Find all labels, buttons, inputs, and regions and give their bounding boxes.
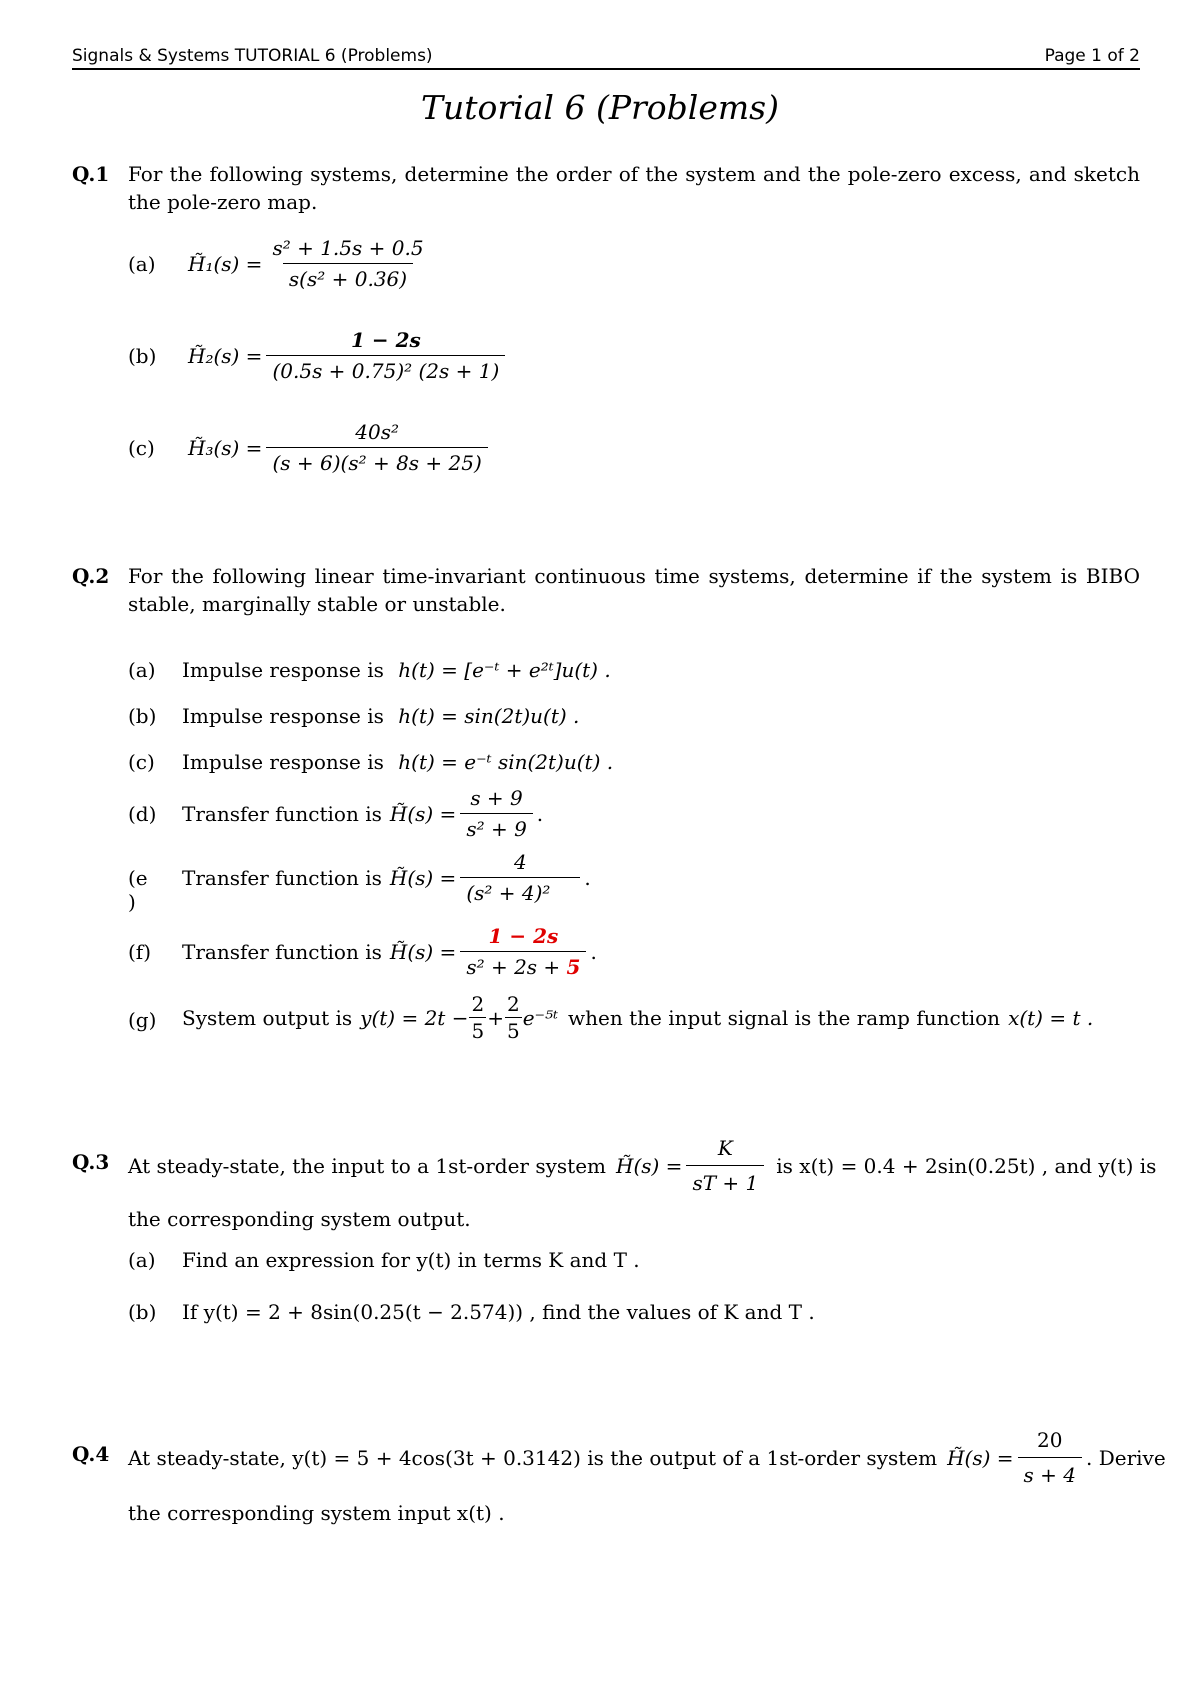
question-number: Q.1 [72, 162, 110, 186]
fraction: $\frac{s + 9}{\text{s² + 9}}$ [460, 786, 532, 841]
question-text: For the following linear time-invariant continuous time systems, determine if the system is BIBO stable, marginally stable or unstable. [128, 564, 1140, 616]
fraction: $\frac{\text{40s²}}{\text{(s + 6)(s² + 8s + 25)}}$ [266, 420, 487, 475]
fraction: $\frac{1 - 2s}{\text{(0.5s + 0.75)² (2s + 1)}}$ [266, 328, 505, 383]
fraction: $\frac{2}{5}$ [506, 992, 520, 1043]
fraction: $\frac{4}{\text{(s² + 4)²}}$ [460, 850, 580, 905]
question-number: Q.2 [72, 564, 110, 588]
equation-lhs: H̃₁(s) = [188, 251, 263, 276]
fraction: $\frac{K}{sT + 1}$ [686, 1134, 764, 1197]
fraction: $\frac{1 - 2s}{\text{s² + 2s + 5}}$ [460, 924, 586, 979]
question-number: Q.4 [72, 1442, 110, 1466]
question-1 [72, 160, 1140, 216]
equation-lhs: H̃₂(s) = [188, 343, 263, 368]
equation: h(t) = sin(2t)u(t) . [398, 704, 580, 728]
header-divider [72, 68, 1140, 70]
fraction: $\frac{2}{5}$ [471, 992, 485, 1043]
equation: h(t) = [e⁻ᵗ + e²ᵗ]u(t) . [398, 658, 611, 682]
page-header [72, 44, 1140, 70]
question-4: Q.4 At steady-state, y(t) = 5 + 4cos(3t + 0.3142) is the output of a 1st-order system H̃(s) = $\frac{20}{s + 4}$ . Derive the corresponding system input x(t) . [72, 1428, 1166, 1525]
question-text: For the following systems, determine the order of the system and the pole-zero excess, and sketch the pole-zero map. [128, 162, 1140, 214]
question-number: Q.3 [72, 1150, 110, 1174]
fraction: $\frac{20}{s + 4}$ [1018, 1426, 1082, 1489]
question-3: Q.3 At steady-state, the input to a 1st-order system H̃(s) = $\frac{K}{sT + 1}$ is x(t) = 0.4 + 2sin(0.25t) , and y(t) is the corresponding system output. [72, 1136, 1157, 1231]
question-2 [72, 562, 1140, 618]
header-title: Signals & Systems TUTORIAL 6 (Problems) [72, 46, 433, 66]
fraction: $\frac{\text{s² + 1.5s + 0.5}}{\text{s(s² + 0.36)}}$ [272, 236, 424, 291]
equation: h(t) = e⁻ᵗ sin(2t)u(t) . [398, 750, 614, 774]
page-title: Tutorial 6 (Problems) [421, 88, 779, 127]
equation-lhs: H̃₃(s) = [188, 435, 263, 460]
page-number: Page 1 of 2 [1044, 46, 1140, 66]
